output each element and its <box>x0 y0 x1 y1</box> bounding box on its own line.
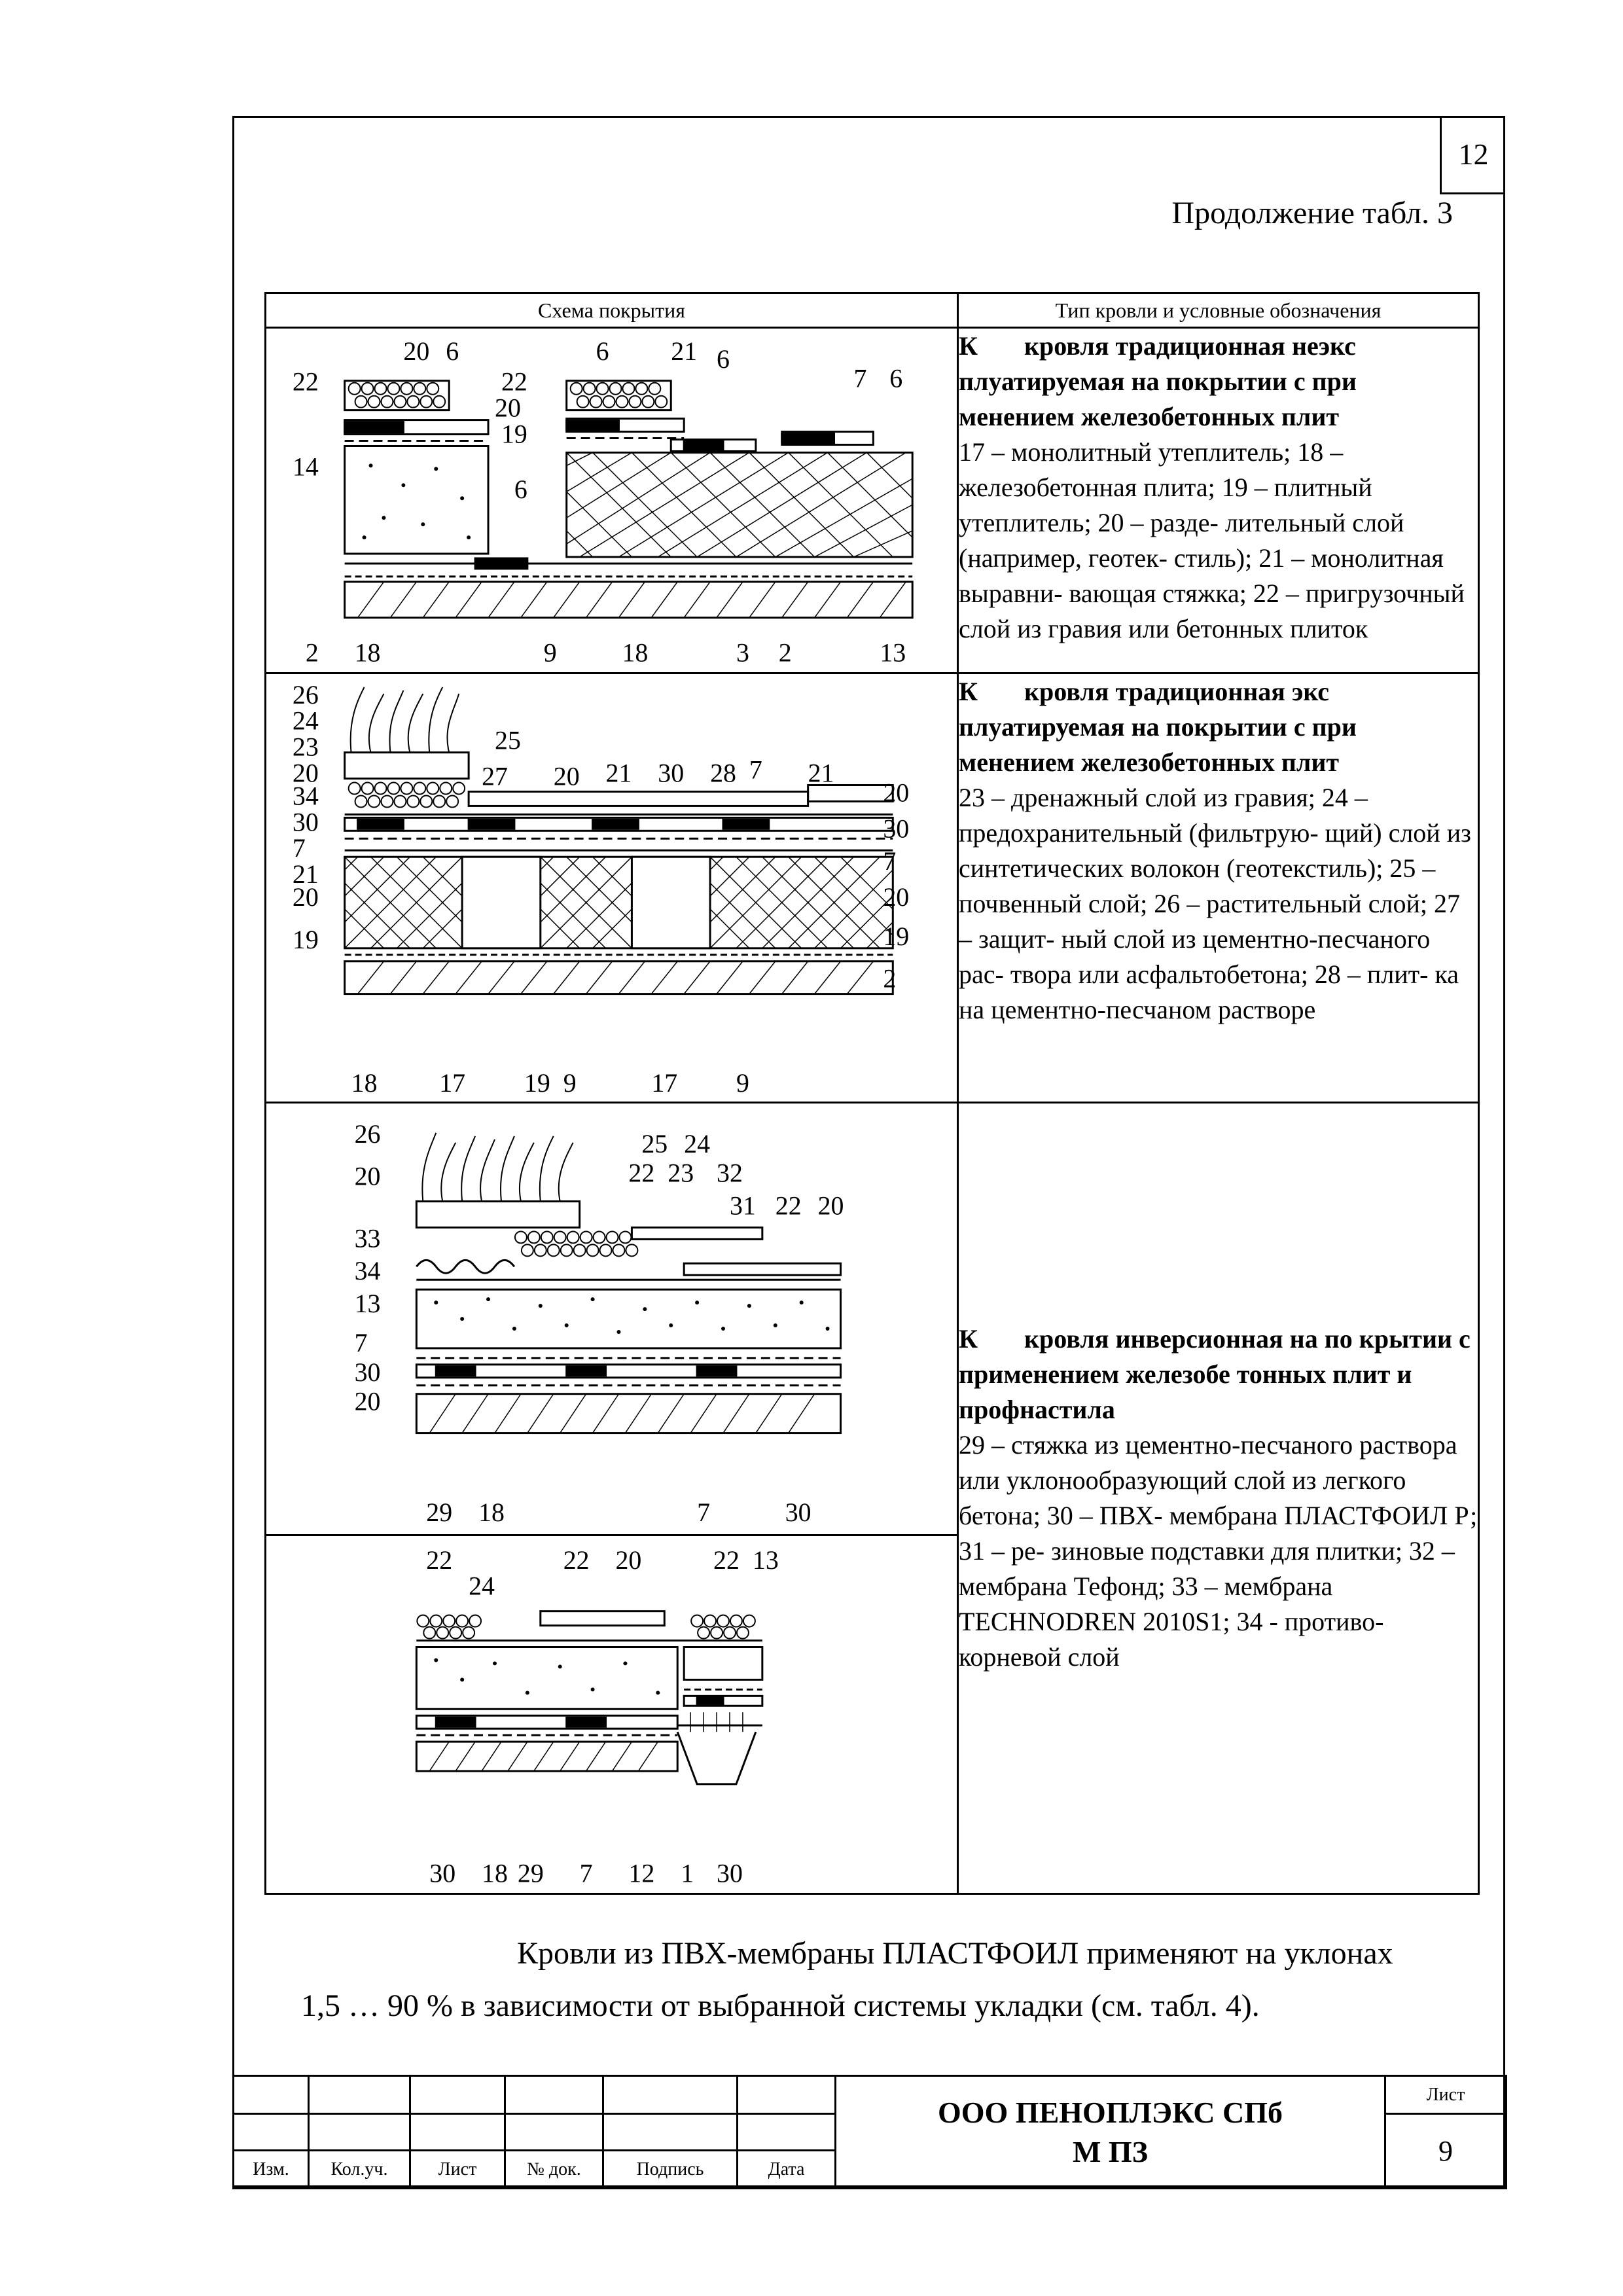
organization-cell <box>836 2076 1385 2189</box>
svg-text:22: 22 <box>713 1545 740 1575</box>
svg-text:20: 20 <box>292 882 319 912</box>
roof-section-figure-4 <box>266 1536 957 1893</box>
svg-text:2: 2 <box>305 637 319 668</box>
sheet-label: Лист <box>1385 2076 1507 2114</box>
svg-text:24: 24 <box>684 1128 711 1158</box>
row1-text: 17 – монолитный утеплитель; 18 – железобетонная плита; 19 – плитный утеплитель; 20 – разде- лительный слой (например, геотек- стиль); 21 – монолитная выравни- вающая стяжка; 22 – пригрузочный слой из гравия или бетонных плиток <box>959 437 1465 643</box>
svg-text:30: 30 <box>292 806 319 836</box>
type-cell-2 <box>958 673 1479 1102</box>
sheet-value: 9 <box>1385 2114 1507 2189</box>
row2-k: К <box>959 676 978 706</box>
svg-text:23: 23 <box>292 732 319 762</box>
svg-text:30: 30 <box>717 1858 743 1888</box>
svg-text:21: 21 <box>808 758 834 788</box>
svg-text:6: 6 <box>596 336 609 366</box>
svg-text:28: 28 <box>710 758 736 788</box>
paragraph-line-2: 1,5 … 90 % в зависимости от выбранной системы укладки (см. табл. 4). <box>301 1988 1260 2023</box>
svg-text:19: 19 <box>292 924 319 954</box>
svg-text:7: 7 <box>749 755 762 785</box>
svg-text:9: 9 <box>563 1067 577 1098</box>
svg-text:7: 7 <box>579 1858 593 1888</box>
row2-title: кровля традиционная экс плуатируемая на покрытии с при менением железобетонных плит <box>959 676 1357 777</box>
svg-text:20: 20 <box>817 1191 844 1221</box>
stamp-col-izm: Изм. <box>234 2151 309 2189</box>
stamp-col-data: Дата <box>738 2151 836 2189</box>
figure-cell-3 <box>266 1102 958 1535</box>
svg-text:17: 17 <box>439 1067 466 1098</box>
svg-text:20: 20 <box>403 336 430 366</box>
svg-text:30: 30 <box>354 1357 381 1387</box>
svg-text:20: 20 <box>883 777 910 807</box>
svg-text:7: 7 <box>697 1497 711 1527</box>
svg-text:6: 6 <box>717 344 730 374</box>
sheet-number: 12 <box>1440 116 1505 194</box>
roof-section-figure-2 <box>266 674 957 1102</box>
svg-text:20: 20 <box>553 761 580 791</box>
svg-text:21: 21 <box>671 336 698 366</box>
row1-title: кровля традиционная неэкс плуатируемая на покрытии с при менением железобетонных плит <box>959 331 1357 431</box>
stamp-col-podpis: Подпись <box>603 2151 738 2189</box>
figure-cell-1 <box>266 328 958 673</box>
svg-text:20: 20 <box>354 1161 381 1191</box>
svg-text:25: 25 <box>495 725 521 755</box>
title-block <box>232 2075 1505 2187</box>
svg-text:34: 34 <box>354 1255 381 1285</box>
stamp-col-koluch: Кол.уч. <box>309 2151 410 2189</box>
svg-text:22: 22 <box>292 367 319 397</box>
svg-text:2: 2 <box>778 637 792 668</box>
svg-text:22: 22 <box>501 367 527 397</box>
svg-text:25: 25 <box>641 1128 668 1158</box>
svg-text:22: 22 <box>775 1191 802 1221</box>
type-cell-1 <box>958 328 1479 673</box>
svg-text:19: 19 <box>501 419 527 449</box>
svg-text:29: 29 <box>517 1858 544 1888</box>
svg-text:23: 23 <box>668 1158 694 1188</box>
col-header-scheme: Схема покрытия <box>266 293 958 328</box>
svg-text:29: 29 <box>426 1497 453 1527</box>
svg-text:18: 18 <box>622 637 649 668</box>
svg-text:18: 18 <box>482 1858 508 1888</box>
svg-text:22: 22 <box>426 1545 453 1575</box>
svg-text:21: 21 <box>292 859 319 889</box>
svg-text:6: 6 <box>446 336 459 366</box>
svg-text:17: 17 <box>651 1067 678 1098</box>
svg-text:26: 26 <box>292 679 319 709</box>
roof-section-figure-1 <box>266 329 957 672</box>
svg-text:18: 18 <box>478 1497 505 1527</box>
svg-text:22: 22 <box>563 1545 590 1575</box>
stamp-col-ndok: № док. <box>505 2151 603 2189</box>
svg-text:2: 2 <box>883 963 897 994</box>
svg-text:19: 19 <box>883 921 910 951</box>
svg-text:24: 24 <box>469 1571 495 1601</box>
svg-text:21: 21 <box>605 758 632 788</box>
svg-text:27: 27 <box>482 761 508 791</box>
svg-text:14: 14 <box>292 452 319 482</box>
svg-text:31: 31 <box>729 1191 756 1221</box>
svg-text:20: 20 <box>495 393 521 423</box>
svg-text:30: 30 <box>658 758 685 788</box>
svg-text:26: 26 <box>354 1119 381 1149</box>
organization-line-2: М ПЗ <box>1073 2134 1148 2168</box>
svg-text:9: 9 <box>736 1067 749 1098</box>
svg-text:3: 3 <box>736 637 749 668</box>
svg-text:20: 20 <box>354 1386 381 1416</box>
row2-text: 23 – дренажный слой из гравия; 24 – предохранительный (фильтрую- щий) слой из синтетических волокон (геотекстиль); 25 – почвенный слой; 26 – растительный слой; 27 – защит- ный слой из цементно-песчаного рас- твора или асфальтобетона; 28 – плит- ка на цементно-песчаном растворе <box>959 782 1471 1024</box>
figure-cell-2 <box>266 673 958 1102</box>
paragraph-line-1: Кровли из ПВХ-мембраны ПЛАСТФОИЛ применяют на уклонах <box>517 1936 1393 1971</box>
organization-line-1: ООО ПЕНОПЛЭКС СПб <box>937 2095 1283 2129</box>
svg-text:13: 13 <box>752 1545 779 1575</box>
col-header-type: Тип кровли и условные обозначения <box>958 293 1479 328</box>
svg-text:7: 7 <box>883 846 897 876</box>
svg-text:18: 18 <box>354 637 381 668</box>
stamp-col-list: Лист <box>410 2151 505 2189</box>
svg-text:20: 20 <box>292 758 319 788</box>
svg-text:30: 30 <box>429 1858 456 1888</box>
row3-text: 29 – стяжка из цементно-песчаного раствора или уклонообразующий слой из легкого бетона; 30 – ПВХ- мембрана ПЛАСТФОИЛ Р; 31 – ре- зиновые подставки для плитки; 32 – мембрана Тефонд; 33 – мембрана TECHNODREN 2010S1; 34 - противо- корневой слой <box>959 1429 1478 1672</box>
svg-text:22: 22 <box>628 1158 655 1188</box>
svg-text:20: 20 <box>615 1545 642 1575</box>
type-cell-3 <box>958 1102 1479 1894</box>
svg-text:7: 7 <box>853 363 867 393</box>
svg-text:1: 1 <box>681 1858 694 1888</box>
row1-k: К <box>959 331 978 361</box>
svg-text:18: 18 <box>351 1067 378 1098</box>
svg-text:24: 24 <box>292 706 319 736</box>
svg-text:19: 19 <box>524 1067 550 1098</box>
svg-text:30: 30 <box>883 813 910 843</box>
svg-text:20: 20 <box>883 882 910 912</box>
svg-text:30: 30 <box>785 1497 812 1527</box>
figure-cell-4 <box>266 1535 958 1893</box>
svg-text:32: 32 <box>717 1158 743 1188</box>
svg-text:6: 6 <box>889 363 903 393</box>
svg-text:13: 13 <box>354 1288 381 1318</box>
continuation-caption: Продолжение табл. 3 <box>1171 196 1453 230</box>
svg-text:7: 7 <box>354 1327 368 1357</box>
row3-k: К <box>959 1323 978 1354</box>
row3-title: кровля инверсионная на по крытии с применением железобе тонных плит и профнастила <box>959 1323 1471 1424</box>
svg-text:33: 33 <box>354 1223 381 1253</box>
roof-table <box>264 292 1480 1895</box>
svg-text:9: 9 <box>543 637 557 668</box>
svg-text:7: 7 <box>292 833 306 863</box>
roof-section-figure-3 <box>266 1103 957 1534</box>
paragraph <box>301 1928 1466 2032</box>
svg-text:34: 34 <box>292 780 319 810</box>
svg-text:12: 12 <box>628 1858 655 1888</box>
svg-text:6: 6 <box>514 475 527 505</box>
svg-text:13: 13 <box>880 637 906 668</box>
